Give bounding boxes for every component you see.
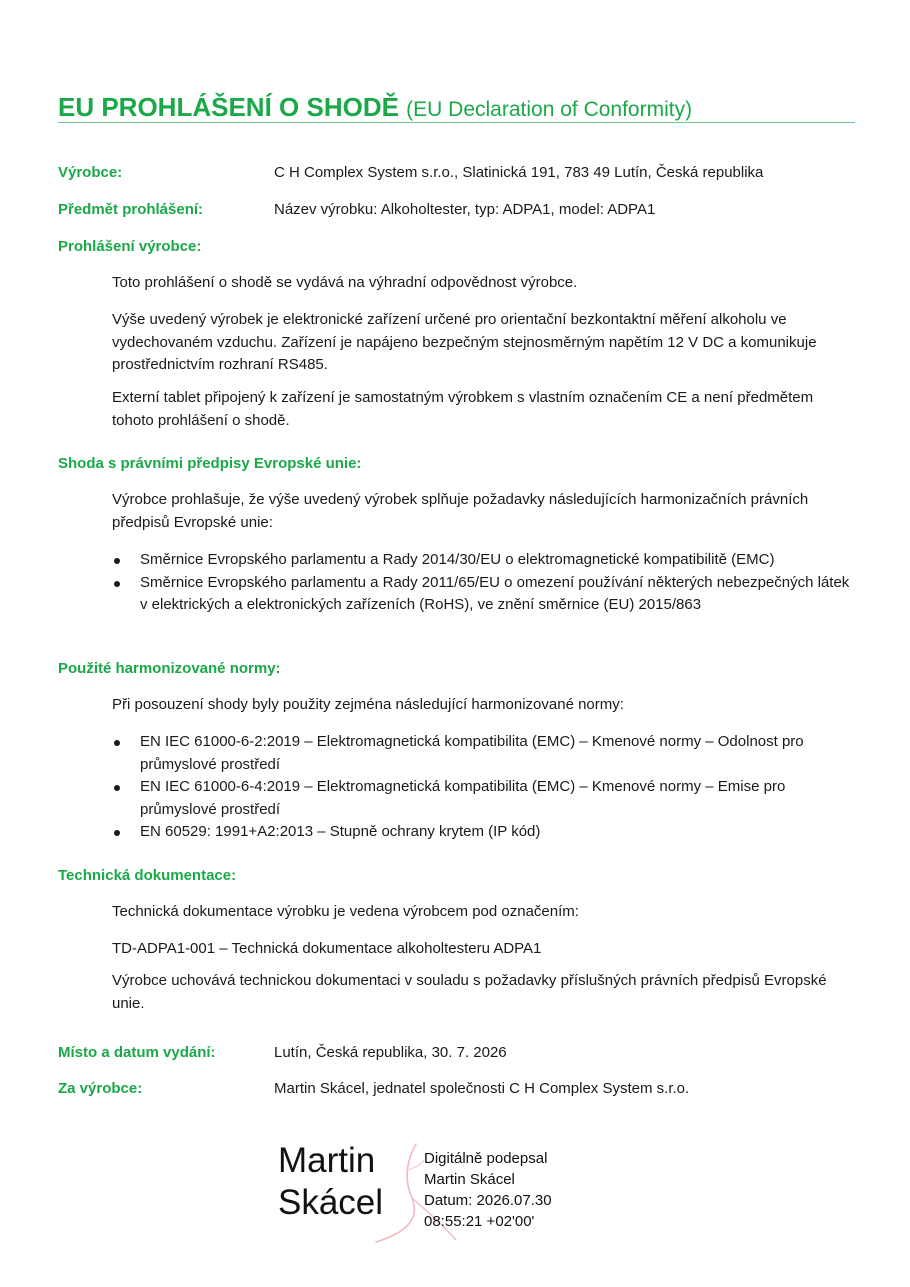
list-item bbox=[112, 549, 854, 572]
techdoc-paragraph: Výrobce uchovává technickou dokumentaci v souladu s požadavky příslušných právních předpisů Evropské unie. bbox=[112, 972, 827, 1012]
signer-label: Za výrobce: bbox=[58, 1080, 143, 1097]
directive-text: Směrnice Evropského parlamentu a Rady 2011/65/EU o omezení používání některých nebezpečných látek v elektrických a elektronických zařízeních (RoHS), ve znění směrnice (EU) 2015/863 bbox=[140, 573, 850, 613]
title-underline bbox=[58, 122, 855, 123]
bullet-icon bbox=[114, 785, 120, 791]
techdoc-reference: TD-ADPA1-001 – Technická dokumentace alkoholtesteru ADPA1 bbox=[112, 940, 542, 957]
signature-last-name: Skácel bbox=[278, 1183, 384, 1222]
list-item bbox=[112, 731, 854, 776]
list-item bbox=[112, 776, 854, 821]
title-main: EU PROHLÁŠENÍ O SHODĚ bbox=[58, 92, 399, 122]
standards-heading: Použité harmonizované normy: bbox=[58, 660, 281, 677]
signature-first-name: Martin bbox=[278, 1141, 376, 1180]
signature-info-line: Martin Skácel bbox=[424, 1171, 515, 1188]
list-item bbox=[112, 572, 854, 617]
subject-label: Předmět prohlášení: bbox=[58, 201, 204, 218]
declaration-heading: Prohlášení výrobce: bbox=[58, 238, 202, 255]
bullet-icon bbox=[114, 558, 120, 564]
directives-list bbox=[112, 549, 854, 617]
list-item bbox=[112, 821, 854, 844]
signature-info-line: 08:55:21 +02'00' bbox=[424, 1213, 535, 1230]
conformity-intro: Výrobce prohlašuje, že výše uvedený výrobek splňuje požadavky následujících harmonizačních právních předpisů Evropské unie: bbox=[112, 491, 809, 531]
bullet-icon bbox=[114, 740, 120, 746]
conformity-heading: Shoda s právními předpisy Evropské unie: bbox=[58, 455, 362, 472]
standard-text: EN 60529: 1991+A2:2013 – Stupně ochrany krytem (IP kód) bbox=[140, 823, 541, 840]
signature-name bbox=[278, 1140, 383, 1224]
techdoc-paragraph: Technická dokumentace výrobku je vedena výrobcem pod označením: bbox=[112, 903, 579, 920]
signature-info-line: Datum: 2026.07.30 bbox=[424, 1192, 552, 1209]
techdoc-heading: Technická dokumentace: bbox=[58, 867, 237, 884]
bullet-icon bbox=[114, 830, 120, 836]
directive-text: Směrnice Evropského parlamentu a Rady 2014/30/EU o elektromagnetické kompatibilitě (EMC) bbox=[140, 551, 775, 568]
manufacturer-value: C H Complex System s.r.o., Slatinická 191, 783 49 Lutín, Česká republika bbox=[274, 164, 764, 181]
declaration-paragraph: Externí tablet připojený k zařízení je samostatným výrobkem s vlastním označením CE a není předmětem tohoto prohlášení o shodě. bbox=[112, 389, 814, 429]
subject-value: Název výrobku: Alkoholtester, typ: ADPA1, model: ADPA1 bbox=[274, 201, 656, 218]
manufacturer-label: Výrobce: bbox=[58, 164, 123, 181]
bullet-icon bbox=[114, 581, 120, 587]
digital-signature-info bbox=[424, 1148, 552, 1232]
title-subtitle: (EU Declaration of Conformity) bbox=[406, 98, 693, 121]
standards-list bbox=[112, 731, 854, 844]
standard-text: EN IEC 61000-6-2:2019 – Elektromagnetická kompatibilita (EMC) – Kmenové normy – Odolnost pro průmyslové prostředí bbox=[140, 733, 804, 773]
signer-value: Martin Skácel, jednatel společnosti C H Complex System s.r.o. bbox=[274, 1080, 690, 1097]
declaration-paragraph: Výše uvedený výrobek je elektronické zařízení určené pro orientační bezkontaktní měření alkoholu ve vydechovaném vzduchu. Zařízení je napájeno bezpečným stejnosměrným napětím 12 V DC a komunikuje prostřednictvím rozhraní RS485. bbox=[112, 311, 817, 373]
declaration-paragraph: Toto prohlášení o shodě se vydává na výhradní odpovědnost výrobce. bbox=[112, 274, 578, 291]
standards-intro: Při posouzení shody byly použity zejména následující harmonizované normy: bbox=[112, 696, 624, 713]
signature-info-line: Digitálně podepsal bbox=[424, 1150, 548, 1167]
place-date-value: Lutín, Česká republika, 30. 7. 2026 bbox=[274, 1044, 507, 1061]
standard-text: EN IEC 61000-6-4:2019 – Elektromagnetická kompatibilita (EMC) – Kmenové normy – Emise pro průmyslové prostředí bbox=[140, 778, 786, 818]
place-date-label: Místo a datum vydání: bbox=[58, 1044, 216, 1061]
